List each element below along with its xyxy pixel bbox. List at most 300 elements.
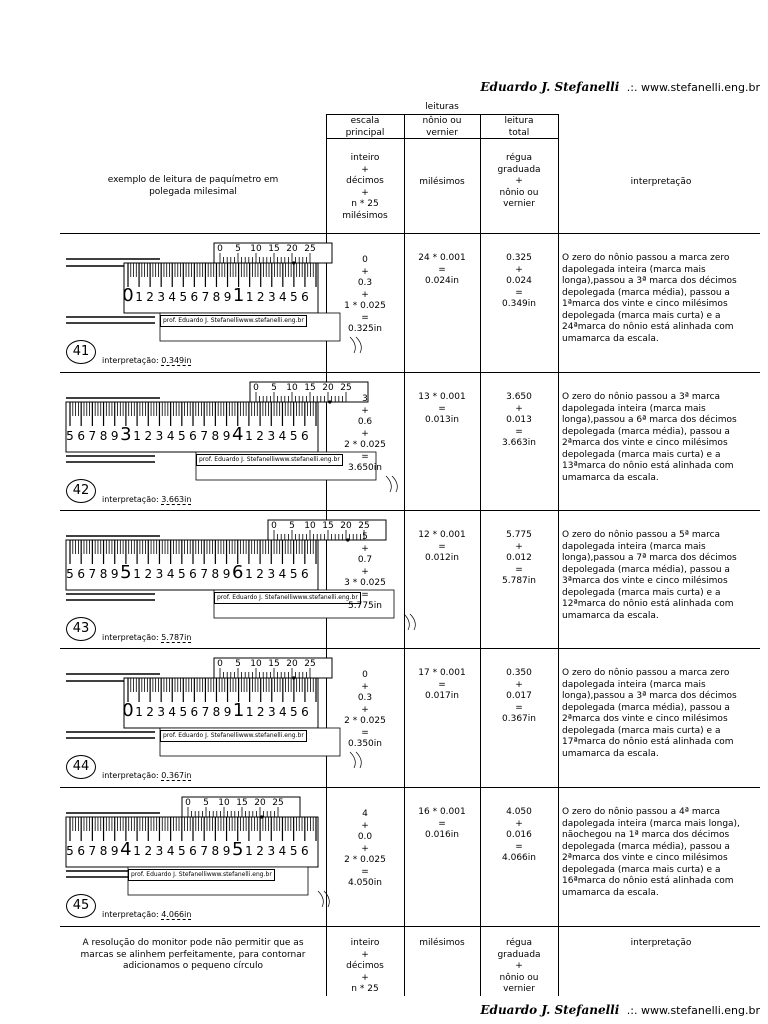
slider-arc <box>356 752 361 768</box>
scale-label: 2 <box>256 567 264 581</box>
vernier-reading-line: 0.016in <box>425 830 459 840</box>
total-reading-line: 5.775 <box>506 530 532 540</box>
scale-label: 5 <box>66 844 74 858</box>
scale-label: 1 <box>245 290 254 304</box>
scale-label: 1 <box>232 285 245 306</box>
bottom-formula-total-line: régua <box>506 938 532 948</box>
formula-total-line: + <box>515 176 523 186</box>
scale-label: 3 <box>120 424 132 445</box>
scale-label: 8 <box>211 567 220 581</box>
footer-site: www.stefanelli.eng.br <box>640 1004 760 1017</box>
vernier-label: 10 <box>250 244 262 254</box>
vernier-label: 25 <box>304 659 316 669</box>
col-header-leitura <box>480 116 558 139</box>
interpretation-text-line: O zero do nônio passou a marca zero da <box>562 253 730 275</box>
vernier-reading-line: = <box>438 403 446 414</box>
scale-label: 5 <box>289 844 298 858</box>
vernier-reading <box>404 392 480 427</box>
scale-label: 5 <box>120 562 132 583</box>
formula-total-line: régua <box>506 153 532 163</box>
vernier-label: 15 <box>304 383 316 393</box>
interpretation-value: 5.787in <box>161 633 192 642</box>
interpretation-text-line: polegada (marca mais curta) e a 16ª <box>562 864 721 886</box>
scale-label: 6 <box>232 562 244 583</box>
page-footer <box>480 1003 760 1017</box>
total-reading <box>480 253 558 311</box>
interpretation-text-line: marca da escala. <box>582 610 659 621</box>
scale-label: 2 <box>144 429 153 443</box>
scale-label: 8 <box>211 429 220 443</box>
interpretation-text-line: marca da escala. <box>582 887 659 898</box>
scale-label: 5 <box>289 567 298 581</box>
principal-reading-line: + <box>361 543 369 554</box>
interpretation-text-line: marca da escala. <box>582 472 659 483</box>
footer-separator: .:. <box>626 1004 638 1017</box>
alignment-dot <box>292 261 295 264</box>
author-credit-line: www.stefanelli.eng.br <box>292 594 358 601</box>
scale-label: 6 <box>77 429 86 443</box>
scale-label: 1 <box>135 290 143 304</box>
total-reading-line: + <box>515 264 523 275</box>
principal-reading-line: 5.775in <box>348 601 382 611</box>
vernier-reading-line: 0.024in <box>425 276 459 286</box>
formula-total <box>480 153 558 211</box>
scale-label: 4 <box>166 567 175 581</box>
scale-label: 9 <box>110 429 119 443</box>
vernier-reading-line: = <box>438 264 446 275</box>
total-reading-line: + <box>515 541 523 552</box>
formula-principal-line: milésimos <box>342 210 388 221</box>
interpretation-text-line: O zero do nônio passou a 4ª marca da <box>562 807 721 829</box>
scale-label: 6 <box>190 290 199 304</box>
scale-label: 1 <box>133 429 141 443</box>
bottom-formula-principal-line: n * 25 <box>351 984 379 994</box>
interpretation-text-line: polegada (marca mais curta) e a 13ª <box>562 449 721 471</box>
vernier-label: 15 <box>268 659 280 669</box>
scale-label: 3 <box>267 567 276 581</box>
bottom-formula-principal <box>326 938 404 996</box>
scale-label: 2 <box>146 705 154 719</box>
vernier-reading-line: 0.013in <box>425 415 459 425</box>
interpretation-value: 0.367in <box>161 771 192 780</box>
scale-label: 1 <box>245 567 253 581</box>
author-credit-line: www.stefanelli.eng.br <box>274 456 340 463</box>
formula-principal-line: + <box>361 187 369 198</box>
slider-arc <box>392 476 397 492</box>
total-reading-line: 0.024 <box>506 276 532 286</box>
interpretation-readout <box>102 771 191 780</box>
resolution-note-line: marcas se alinhem perfeitamente, para contornar <box>80 949 306 960</box>
vernier-label: 25 <box>272 798 284 808</box>
vernier-label: 5 <box>203 798 209 808</box>
interpretation-text-line: polegada inteira (marca mais longa), não <box>562 818 740 840</box>
vernier-label: 20 <box>286 659 298 669</box>
principal-reading-line: = <box>361 727 369 738</box>
scale-label: 6 <box>190 705 199 719</box>
principal-reading-line: + <box>361 681 369 692</box>
scale-label: 3 <box>155 429 164 443</box>
scale-label: 5 <box>290 705 298 719</box>
principal-reading-line: + <box>361 266 369 277</box>
scale-label: 1 <box>133 567 141 581</box>
interpretation-label: interpretação: <box>102 771 162 780</box>
formula-principal-line: n * 25 <box>351 199 379 209</box>
vernier-reading-line: 13 * 0.001 <box>418 392 466 402</box>
principal-reading-line: 0.3 <box>357 278 373 288</box>
principal-reading-line: 2 * 0.025 <box>344 855 386 865</box>
scale-label: 6 <box>189 567 197 581</box>
scale-label: 7 <box>201 290 210 304</box>
author-credit-box <box>160 730 307 742</box>
author-credit-line: prof. Eduardo J. Stefanelli <box>217 594 293 601</box>
vernier-label: 10 <box>304 521 316 531</box>
vernier-reading-line: = <box>438 818 446 829</box>
total-reading-line: 0.325 <box>506 253 532 263</box>
example-number-badge: 43 <box>66 617 96 641</box>
author-credit-box <box>196 454 343 466</box>
scale-label: 4 <box>168 290 177 304</box>
vernier-label: 10 <box>250 659 262 669</box>
interpretation-text-line: marca do nônio está alinhada com uma <box>562 461 734 483</box>
principal-reading-line: 0 <box>362 670 368 680</box>
principal-reading-line: 0.325in <box>348 324 382 334</box>
slider-arc <box>350 752 355 768</box>
formula-principal <box>326 153 404 222</box>
caliper-illustration <box>60 376 352 506</box>
total-reading-line: 0.013 <box>506 415 532 425</box>
example-title-line: exemplo de leitura de paquímetro em <box>107 175 279 185</box>
interpretation-text-line: polegada (marca média), passou a 2ª <box>562 702 730 724</box>
scale-label: 3 <box>267 290 276 304</box>
scale-label: 2 <box>256 844 264 858</box>
alignment-dot <box>260 815 263 818</box>
bottom-formula-principal-line: + <box>361 972 369 983</box>
bottom-formula-interpretacao-line: interpretação <box>630 938 692 948</box>
vernier-reading-line: 17 * 0.001 <box>418 668 466 678</box>
author-credit-line: prof. Eduardo J. Stefanelli <box>199 456 275 463</box>
scale-label: 7 <box>88 429 97 443</box>
scale-label: 8 <box>99 844 108 858</box>
vernier-label: 10 <box>286 383 298 393</box>
vernier-label: 15 <box>268 244 280 254</box>
vernier-reading-line: 16 * 0.001 <box>418 807 466 817</box>
bottom-formula-vernier <box>404 938 480 950</box>
author-credit-line: prof. Eduardo J. Stefanelli <box>163 732 239 739</box>
slider-arc <box>410 614 415 630</box>
formula-vernier-line: milésimos <box>419 177 465 187</box>
scale-label: 2 <box>256 290 265 304</box>
interpretation-text-line: polegada (marca mais curta) e a 17ª <box>562 725 721 747</box>
scale-label: 1 <box>245 705 254 719</box>
header-site: www.stefanelli.eng.br <box>640 81 760 94</box>
col-header-escala-line: escala <box>350 116 380 126</box>
interpretation-text-line: marca do nônio está alinhada com uma <box>562 322 734 344</box>
author-credit-line: prof. Eduardo J. Stefanelli <box>131 871 207 878</box>
scale-label: 5 <box>177 429 186 443</box>
total-reading-line: + <box>515 818 523 829</box>
example-title-line: polegada milesimal <box>149 186 237 197</box>
resolution-note-line: adicionamos o pequeno círculo <box>123 961 263 971</box>
principal-reading <box>326 809 404 890</box>
scale-label: 8 <box>211 844 220 858</box>
vernier-label: 25 <box>340 383 352 393</box>
scale-label: 8 <box>99 567 108 581</box>
principal-reading-line: 3.650in <box>348 463 382 473</box>
scale-label: 7 <box>200 844 209 858</box>
interpretation-text-line: O zero do nônio passou a 5ª marca da <box>562 530 721 552</box>
interpretation-text-line: marca do nônio está alinhada com uma <box>562 599 734 621</box>
total-reading-line: 0.350 <box>506 668 532 678</box>
scale-label: 7 <box>88 567 97 581</box>
vernier-label: 5 <box>271 383 277 393</box>
scale-label: 6 <box>300 844 309 858</box>
total-reading-line: + <box>515 679 523 690</box>
slider-arc <box>386 476 391 492</box>
scale-label: 9 <box>222 429 231 443</box>
grid-line-v <box>558 114 559 996</box>
interpretation-text-line: marca dos vinte e cinco milésimos de <box>562 299 728 321</box>
scale-label: 3 <box>267 429 276 443</box>
scale-label: 1 <box>245 844 253 858</box>
principal-reading-line: + <box>361 704 369 715</box>
scale-label: 2 <box>144 844 153 858</box>
principal-reading <box>326 255 404 336</box>
scale-label: 6 <box>300 567 309 581</box>
interpretation-text-line: O zero do nônio passou a marca zero da <box>562 668 730 690</box>
scale-label: 4 <box>232 424 244 445</box>
formula-total-line: nônio ou <box>499 187 539 198</box>
col-header-leitura-line: total <box>508 127 530 138</box>
scale-label: 6 <box>77 567 86 581</box>
caliper-illustration <box>60 791 325 921</box>
interpretation-text-line: marca da escala. <box>582 748 659 759</box>
scale-label: 7 <box>201 705 210 719</box>
scale-label: 1 <box>133 844 141 858</box>
vernier-reading <box>404 530 480 565</box>
scale-label: 4 <box>279 705 287 719</box>
total-reading-line: 0.349in <box>502 299 536 309</box>
vernier-reading <box>404 668 480 703</box>
interpretation-label: interpretação: <box>102 633 162 642</box>
bottom-formula-vernier-line: milésimos <box>419 938 465 948</box>
vernier-label: 0 <box>271 521 277 531</box>
interpretation-text-line: passou a 7ª marca dos décimos de <box>562 553 737 575</box>
total-reading <box>480 530 558 588</box>
principal-reading-line: + <box>361 405 369 416</box>
vernier-label: 0 <box>253 383 259 393</box>
vernier-reading-line: = <box>438 541 446 552</box>
interpretation-text-line: marca do nônio está alinhada com uma <box>562 737 734 759</box>
example-number-badge: 45 <box>66 894 96 918</box>
scale-label: 6 <box>301 290 309 304</box>
interpretation-text-line: marca dos vinte e cinco milésimos de <box>562 853 728 875</box>
scale-label: 6 <box>189 844 197 858</box>
scale-label: 5 <box>289 429 298 443</box>
grid-line-h <box>60 510 760 511</box>
vernier-label: 15 <box>322 521 334 531</box>
vernier-reading <box>404 253 480 288</box>
scale-label: 4 <box>278 567 287 581</box>
vernier-label: 10 <box>218 798 230 808</box>
scale-label: 4 <box>120 839 132 860</box>
interpretation-text-line: marca dos vinte e cinco milésimos de <box>562 576 728 598</box>
principal-reading-line: + <box>361 289 369 300</box>
vernier-label: 5 <box>235 244 241 254</box>
principal-reading-line: = <box>361 866 369 877</box>
interpretation-value: 4.066in <box>161 910 192 919</box>
formula-total-line: vernier <box>503 199 535 209</box>
principal-reading-line: 5 <box>362 532 368 542</box>
scale-label: 2 <box>144 567 153 581</box>
total-reading-line: 5.787in <box>502 576 536 586</box>
scale-label: 9 <box>110 567 119 581</box>
principal-reading-line: 3 * 0.025 <box>344 578 386 588</box>
interpretation-text-line: passou a 3ª marca dos décimos de <box>562 691 737 713</box>
scale-label: 5 <box>232 839 244 860</box>
scale-label: 7 <box>88 844 97 858</box>
vernier-label: 5 <box>235 659 241 669</box>
scale-label: 3 <box>267 705 276 719</box>
author-signature: Eduardo J. Stefanelli <box>480 80 620 94</box>
total-reading-line: = <box>515 287 523 298</box>
scale-label: 8 <box>212 290 221 304</box>
example-number-badge: 41 <box>66 340 96 364</box>
interpretation-label: interpretação: <box>102 495 162 504</box>
grid-line-h <box>60 648 760 649</box>
principal-reading-line: 2 * 0.025 <box>344 716 386 726</box>
bottom-formula-principal-line: décimos <box>346 961 384 971</box>
total-reading-line: = <box>515 426 523 437</box>
total-reading-line: 0.367in <box>502 714 536 724</box>
total-reading <box>480 807 558 865</box>
principal-reading-line: 0.0 <box>357 832 373 842</box>
interpretation-value: 0.349in <box>161 356 192 365</box>
formula-total-line: graduada <box>497 164 541 175</box>
interpretation-text <box>562 668 760 760</box>
total-reading-line: = <box>515 702 523 713</box>
interpretation-readout <box>102 633 191 642</box>
total-reading-line: 3.650 <box>506 392 532 402</box>
principal-reading-line: 0.3 <box>357 693 373 703</box>
interpretation-text-line: polegada inteira (marca mais longa), <box>562 264 706 286</box>
interpretation-text-line: polegada (marca mais curta) e a 24ª <box>562 310 721 332</box>
grid-line-h <box>326 114 558 115</box>
interpretation-text-line: marca dos vinte e cinco milésimos de <box>562 438 728 460</box>
vernier-reading-line: 24 * 0.001 <box>418 253 466 263</box>
formula-interpretacao <box>558 177 764 189</box>
scale-label: 9 <box>110 844 119 858</box>
interpretation-text <box>562 530 760 622</box>
caliper-illustration <box>60 652 325 782</box>
scale-label: 5 <box>290 290 298 304</box>
principal-reading-line: 4.050in <box>348 878 382 888</box>
principal-reading-line: 0.350in <box>348 739 382 749</box>
author-credit-line: www.stefanelli.eng.br <box>238 732 304 739</box>
bottom-formula-interpretacao <box>558 938 764 950</box>
principal-reading <box>326 394 404 475</box>
scale-label: 4 <box>278 429 287 443</box>
scale-label: 4 <box>166 429 175 443</box>
author-credit-box <box>128 869 275 881</box>
author-credit-line: prof. Eduardo J. Stefanelli <box>163 317 239 324</box>
principal-reading <box>326 670 404 751</box>
vernier-label: 20 <box>254 798 266 808</box>
formula-interpretacao-line: interpretação <box>630 177 692 187</box>
scale-label: 3 <box>157 705 165 719</box>
interpretation-text-line: polegada inteira (marca mais longa), <box>562 541 706 563</box>
scale-label: 6 <box>301 705 309 719</box>
col-header-nonio-line: nônio ou <box>422 116 462 126</box>
formula-principal-line: décimos <box>346 176 384 186</box>
header-separator: .:. <box>626 81 638 94</box>
scale-label: 5 <box>66 429 74 443</box>
scale-label: 6 <box>189 429 197 443</box>
vernier-label: 25 <box>358 521 370 531</box>
interpretation-text-line: polegada (marca média), passou a 3ª <box>562 564 730 586</box>
interpretation-readout <box>102 356 191 365</box>
total-reading-line: 3.663in <box>502 438 536 448</box>
interpretation-text-line: polegada (marca média), passou a 2ª <box>562 841 730 863</box>
author-credit-box <box>160 315 307 327</box>
scale-label: 4 <box>278 844 287 858</box>
scale-label: 9 <box>223 705 232 719</box>
interpretation-label: interpretação: <box>102 910 162 919</box>
scale-label: 4 <box>168 705 177 719</box>
example-number-badge: 44 <box>66 755 96 779</box>
principal-reading-line: + <box>361 843 369 854</box>
scale-label: 0 <box>122 700 134 721</box>
resolution-note <box>60 938 326 973</box>
interpretation-text-line: polegada inteira (marca mais longa), <box>562 403 706 425</box>
principal-reading-line: 1 * 0.025 <box>344 301 386 311</box>
scale-label: 2 <box>256 705 265 719</box>
scale-label: 7 <box>200 429 209 443</box>
principal-reading-line: 4 <box>362 809 368 819</box>
interpretation-text <box>562 807 760 899</box>
vernier-label: 15 <box>236 798 248 808</box>
alignment-dot <box>292 676 295 679</box>
caliper-illustration <box>60 237 325 367</box>
interpretation-value: 3.663in <box>161 495 192 504</box>
scale-label: 1 <box>135 705 143 719</box>
principal-reading-line: 0.7 <box>357 555 373 565</box>
principal-reading-line: = <box>361 312 369 323</box>
scale-label: 7 <box>200 567 209 581</box>
bottom-formula-total <box>480 938 558 996</box>
col-header-nonio <box>404 116 480 139</box>
example-number-badge: 42 <box>66 479 96 503</box>
vernier-reading-line: 12 * 0.001 <box>418 530 466 540</box>
page-header <box>480 80 760 94</box>
interpretation-text-line: passou a 6ª marca dos décimos de <box>562 415 737 437</box>
bottom-formula-principal-line: + <box>361 949 369 960</box>
interpretation-text-line: passou a 3ª marca dos décimos de <box>562 276 737 298</box>
bottom-formula-principal-line: inteiro <box>350 938 380 948</box>
interpretation-readout <box>102 495 191 504</box>
bottom-formula-total-line: + <box>515 961 523 971</box>
total-reading-line: = <box>515 841 523 852</box>
scale-label: 9 <box>222 567 231 581</box>
total-reading-line: 4.066in <box>502 853 536 863</box>
vernier-label: 0 <box>217 659 223 669</box>
principal-reading-line: + <box>361 820 369 831</box>
slider-arc <box>350 337 355 353</box>
interpretation-text <box>562 392 760 484</box>
principal-reading-line: 2 * 0.025 <box>344 440 386 450</box>
grid-line-h <box>60 233 760 234</box>
total-reading-line: 0.017 <box>506 691 532 701</box>
vernier-label: 0 <box>185 798 191 808</box>
